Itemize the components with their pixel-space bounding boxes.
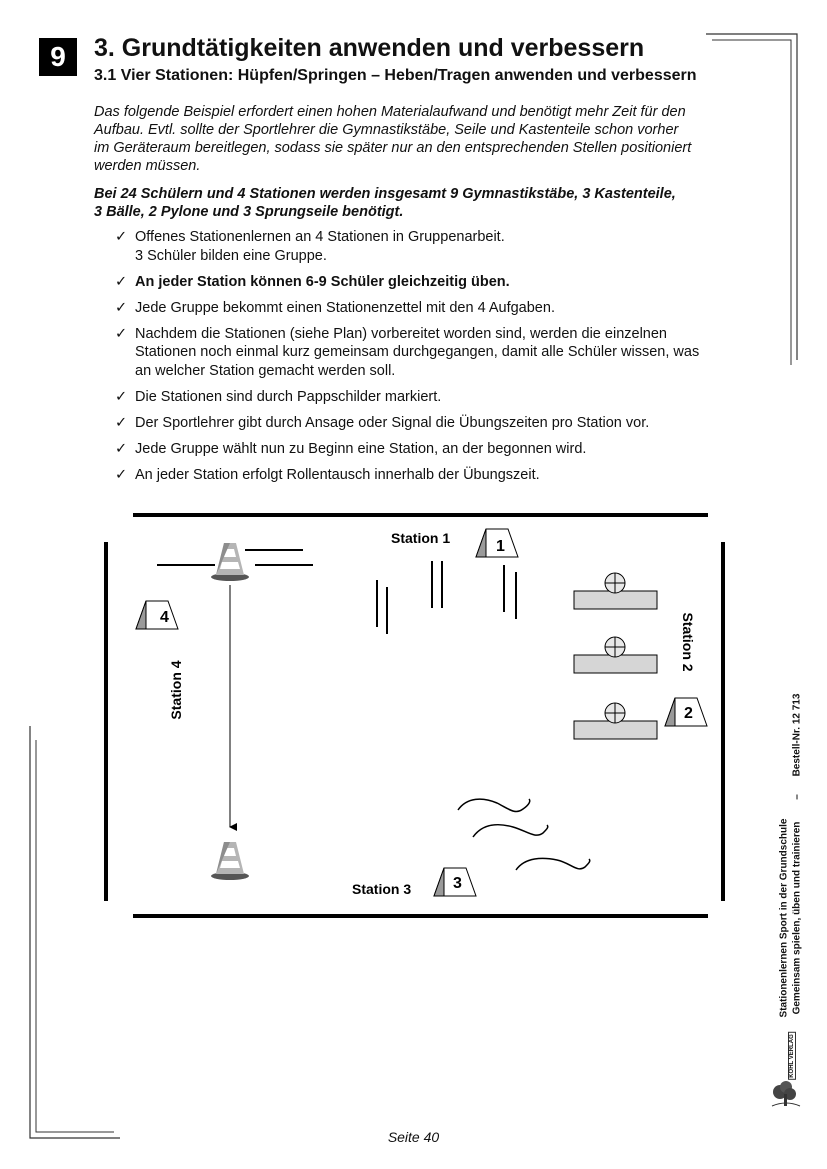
list-item-line: An jeder Station können 6-9 Schüler gleichzeitig üben. <box>135 273 510 290</box>
book-title-line1: Stationenlernen Sport in der Grundschule <box>778 818 790 1018</box>
list-item-line: Jede Gruppe bekommt einen Stationenzettel mit den 4 Aufgaben. <box>135 299 555 316</box>
list-item <box>115 466 740 485</box>
list-item-line: Der Sportlehrer gibt durch Ansage oder Signal die Übungszeiten pro Station vor. <box>135 414 650 431</box>
list-item-line: Stationen noch einmal kurz gemeinsam durchgegangen, damit alle Schüler wissen, was <box>135 344 700 360</box>
cone-icon <box>211 842 249 880</box>
section-subtitle: 3.1 Vier Stationen: Hüpfen/Springen – Heben/Tragen anwenden und verbessern <box>94 67 697 84</box>
box-with-ball <box>574 573 657 609</box>
materials-note <box>94 185 744 221</box>
order-separator: – <box>791 794 803 800</box>
book-title-line2: Gemeinsam spielen, üben und trainieren <box>791 821 803 1015</box>
sign-number-4: 4 <box>160 609 169 626</box>
checkmark-icon: ✓ <box>115 325 128 342</box>
list-item-line: An jeder Station erfolgt Rollentausch innerhalb der Übungszeit. <box>135 466 540 483</box>
list-item-line: an welcher Station gemacht werden soll. <box>135 362 396 379</box>
list-item-line: 3 Schüler bilden eine Gruppe. <box>135 247 327 264</box>
checkmark-icon: ✓ <box>115 440 128 457</box>
list-item <box>115 414 740 433</box>
intro-line: Das folgende Beispiel erfordert einen hohen Materialaufwand und benötigt mehr Zeit für den <box>94 104 686 120</box>
list-item-line: Offenes Stationenlernen an 4 Stationen in Gruppenarbeit. <box>135 229 505 245</box>
list-item-line: Nachdem die Stationen (siehe Plan) vorbereitet worden sind, werden die einzelnen <box>135 325 667 342</box>
checkmark-icon: ✓ <box>115 414 128 431</box>
sign-number-1: 1 <box>496 538 505 555</box>
checkmark-icon: ✓ <box>115 466 128 483</box>
checkmark-icon: ✓ <box>115 388 128 405</box>
checkmark-icon: ✓ <box>115 299 128 316</box>
checkmark-icon: ✓ <box>115 273 128 290</box>
instructions-list <box>115 228 740 492</box>
station1-label: Station 1 <box>391 530 451 546</box>
intro-line: werden müssen. <box>94 158 201 174</box>
list-item <box>115 440 740 459</box>
list-item <box>115 325 740 381</box>
page-title: 3. Grundtätigkeiten anwenden und verbessern <box>94 34 645 62</box>
station3-label: Station 3 <box>352 881 412 897</box>
box-with-ball <box>574 703 657 739</box>
tree-icon <box>770 1078 802 1108</box>
gymnastics-sticks <box>377 561 516 634</box>
cone-icon <box>211 543 249 581</box>
list-item-line: Die Stationen sind durch Pappschilder markiert. <box>135 388 442 405</box>
list-item <box>115 388 740 407</box>
page-number: Seite 40 <box>387 1129 440 1145</box>
sign-number-2: 2 <box>684 705 693 722</box>
list-item <box>115 299 740 318</box>
intro-line: Aufbau. Evtl. sollte der Sportlehrer die Gymnastikstäbe, Seile und Kastenteile schon vorher <box>94 122 679 138</box>
intro-line: im Geräteraum bereitlegen, sodass sie später nur an den entsprechenden Stellen positioniert <box>94 140 692 156</box>
list-item <box>115 273 740 292</box>
publisher-logo <box>770 1034 802 1110</box>
note-line: Bei 24 Schülern und 4 Stationen werden insgesamt 9 Gymnastikstäbe, 3 Kastenteile, <box>94 186 676 202</box>
list-item-line: Jede Gruppe wählt nun zu Beginn eine Station, an der begonnen wird. <box>135 440 587 457</box>
station2-label: Station 2 <box>680 612 696 672</box>
intro-paragraph <box>94 103 744 175</box>
jump-ropes <box>458 799 590 870</box>
order-number: Bestell-Nr. 12 713 <box>791 693 803 777</box>
publisher-name: KOHL VERLAG <box>789 1034 795 1078</box>
station4-label: Station 4 <box>168 660 184 720</box>
note-line: 3 Bälle, 2 Pylone und 3 Sprungseile benötigt. <box>94 204 404 220</box>
list-item <box>115 228 740 265</box>
sign-icon <box>136 601 178 629</box>
box-with-ball <box>574 637 657 673</box>
chapter-number-badge: 9 <box>39 38 77 76</box>
station-plan-diagram <box>95 505 735 925</box>
checkmark-icon: ✓ <box>115 229 128 245</box>
sign-number-3: 3 <box>453 875 462 892</box>
